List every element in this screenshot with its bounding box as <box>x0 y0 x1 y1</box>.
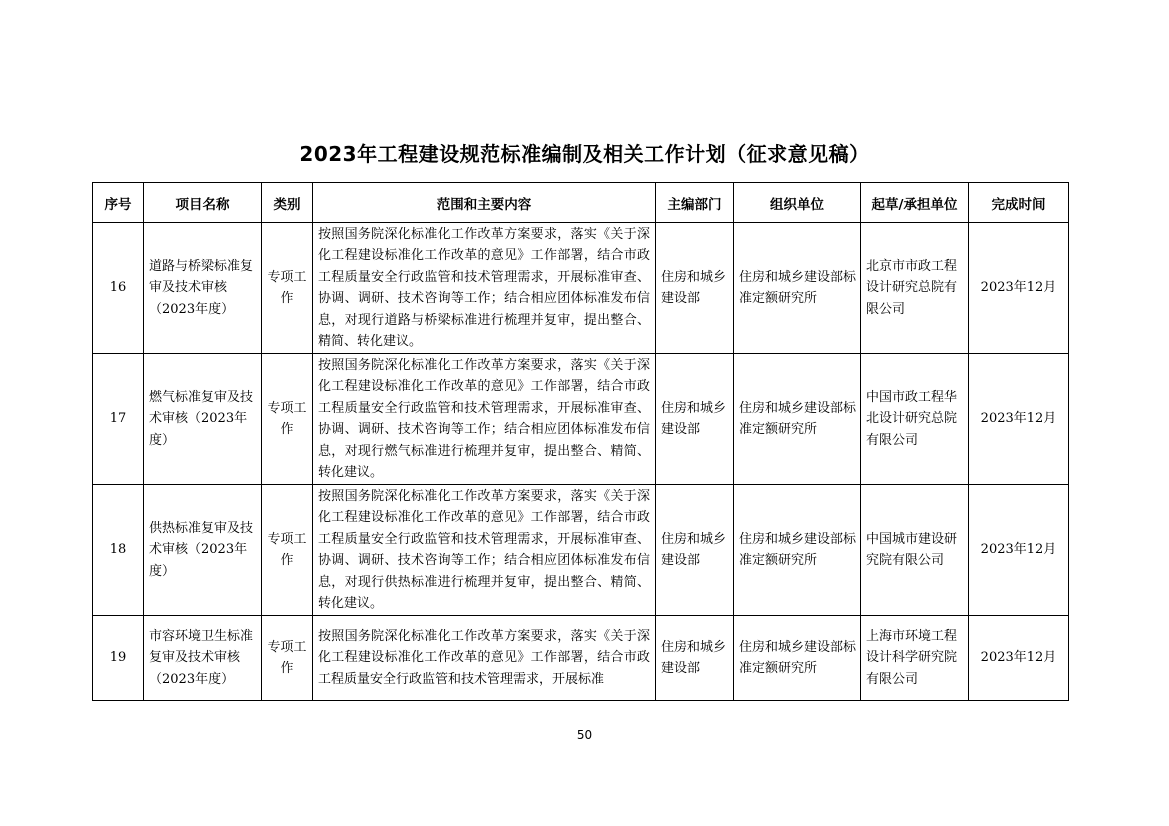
cell-dept: 住房和城乡建设部 <box>656 616 734 701</box>
table-row <box>93 485 1069 616</box>
cell-category: 专项工作 <box>262 354 313 485</box>
cell-content: 按照国务院深化标准化工作改革方案要求，落实《关于深化工程建设标准化工作改革的意见》工作部署，结合市政工程质量安全行政监管和技术管理需求，开展标准审查、协调、调研、技术咨询等工作；结合相应团体标准发布信息，对现行燃气标准进行梳理并复审，提出整合、精简、转化建议。 <box>313 354 656 485</box>
cell-dept: 住房和城乡建设部 <box>656 354 734 485</box>
cell-no: 18 <box>93 485 144 616</box>
table-row <box>93 354 1069 485</box>
cell-dept: 住房和城乡建设部 <box>656 485 734 616</box>
cell-org: 住房和城乡建设部标准定额研究所 <box>734 223 861 354</box>
cell-deadline: 2023年12月 <box>969 616 1069 701</box>
document-title: 2023年工程建设规范标准编制及相关工作计划（征求意见稿） <box>299 142 870 166</box>
table-row <box>93 223 1069 354</box>
cell-drafter: 上海市环境工程设计科学研究院有限公司 <box>861 616 969 701</box>
cell-deadline: 2023年12月 <box>969 223 1069 354</box>
cell-category: 专项工作 <box>262 485 313 616</box>
table-row <box>93 616 1069 701</box>
cell-content: 按照国务院深化标准化工作改革方案要求，落实《关于深化工程建设标准化工作改革的意见》工作部署，结合市政工程质量安全行政监管和技术管理需求，开展标准审查、协调、调研、技术咨询等工作；结合相应团体标准发布信息，对现行供热标准进行梳理并复审，提出整合、精简、转化建议。 <box>313 485 656 616</box>
cell-content: 按照国务院深化标准化工作改革方案要求，落实《关于深化工程建设标准化工作改革的意见》工作部署，结合市政工程质量安全行政监管和技术管理需求，开展标准审查、协调、调研、技术咨询等工作；结合相应团体标准发布信息，对现行道路与桥梁标准进行梳理并复审，提出整合、精简、转化建议。 <box>313 223 656 354</box>
header-no: 序号 <box>93 183 144 223</box>
cell-drafter: 中国市政工程华北设计研究总院有限公司 <box>861 354 969 485</box>
cell-category: 专项工作 <box>262 616 313 701</box>
header-org: 组织单位 <box>734 183 861 223</box>
work-plan-table <box>92 182 1069 701</box>
header-deadline: 完成时间 <box>969 183 1069 223</box>
header-category: 类别 <box>262 183 313 223</box>
cell-org: 住房和城乡建设部标准定额研究所 <box>734 616 861 701</box>
cell-name: 道路与桥梁标准复审及技术审核（2023年度） <box>144 223 262 354</box>
cell-deadline: 2023年12月 <box>969 354 1069 485</box>
header-name: 项目名称 <box>144 183 262 223</box>
cell-dept: 住房和城乡建设部 <box>656 223 734 354</box>
header-drafter: 起草/承担单位 <box>861 183 969 223</box>
header-dept: 主编部门 <box>656 183 734 223</box>
cell-deadline: 2023年12月 <box>969 485 1069 616</box>
cell-content: 按照国务院深化标准化工作改革方案要求，落实《关于深化工程建设标准化工作改革的意见》工作部署，结合市政工程质量安全行政监管和技术管理需求，开展标准 <box>313 616 656 701</box>
cell-name: 供热标准复审及技术审核（2023年度） <box>144 485 262 616</box>
cell-category: 专项工作 <box>262 223 313 354</box>
cell-drafter: 北京市市政工程设计研究总院有限公司 <box>861 223 969 354</box>
table-header-row <box>93 183 1069 223</box>
cell-org: 住房和城乡建设部标准定额研究所 <box>734 354 861 485</box>
header-content: 范围和主要内容 <box>313 183 656 223</box>
cell-name: 燃气标准复审及技术审核（2023年度） <box>144 354 262 485</box>
cell-no: 19 <box>93 616 144 701</box>
cell-no: 16 <box>93 223 144 354</box>
cell-drafter: 中国城市建设研究院有限公司 <box>861 485 969 616</box>
page-number: 50 <box>576 728 593 742</box>
cell-no: 17 <box>93 354 144 485</box>
cell-name: 市容环境卫生标准复审及技术审核（2023年度） <box>144 616 262 701</box>
cell-org: 住房和城乡建设部标准定额研究所 <box>734 485 861 616</box>
